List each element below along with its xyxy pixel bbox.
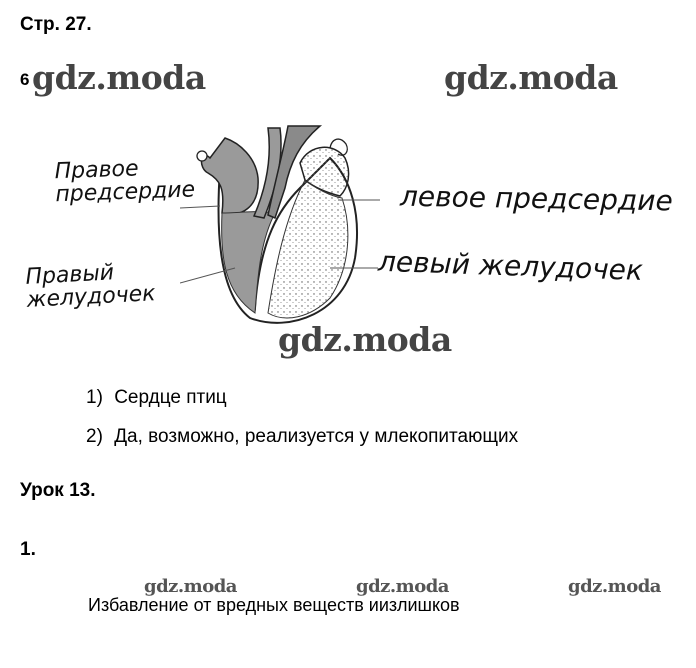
answer-text: Сердце птиц	[114, 387, 227, 408]
watermark: gdz.moda	[144, 576, 237, 597]
label-left-atrium: левое предсердие	[399, 179, 674, 218]
watermark: gdz.moda	[568, 576, 661, 597]
label-right-atrium: Правое предсердие	[54, 156, 196, 208]
watermark: gdz.moda	[356, 576, 449, 597]
task-number: 6	[20, 70, 30, 89]
label-left-ventricle: левый желудочек	[377, 244, 644, 288]
watermark: gdz.moda	[444, 58, 618, 97]
watermark: gdz.moda	[278, 320, 452, 359]
watermark: gdz.moda	[32, 58, 206, 97]
question-number: 1.	[20, 539, 36, 560]
question-answer: Избавление от вредных веществ иизлишков	[88, 595, 460, 615]
answer-number: 2)	[86, 426, 103, 447]
label-right-ventricle: Правый желудочек	[24, 260, 157, 313]
page-title: Стр. 27.	[20, 14, 92, 35]
answer-item-1	[86, 387, 227, 409]
heart-diagram	[180, 118, 380, 333]
answer-text: Да, возможно, реализуется у млекопитающих	[114, 426, 519, 447]
lesson-title: Урок 13.	[20, 480, 96, 501]
answer-item-2	[86, 426, 518, 448]
answer-number: 1)	[86, 387, 103, 408]
